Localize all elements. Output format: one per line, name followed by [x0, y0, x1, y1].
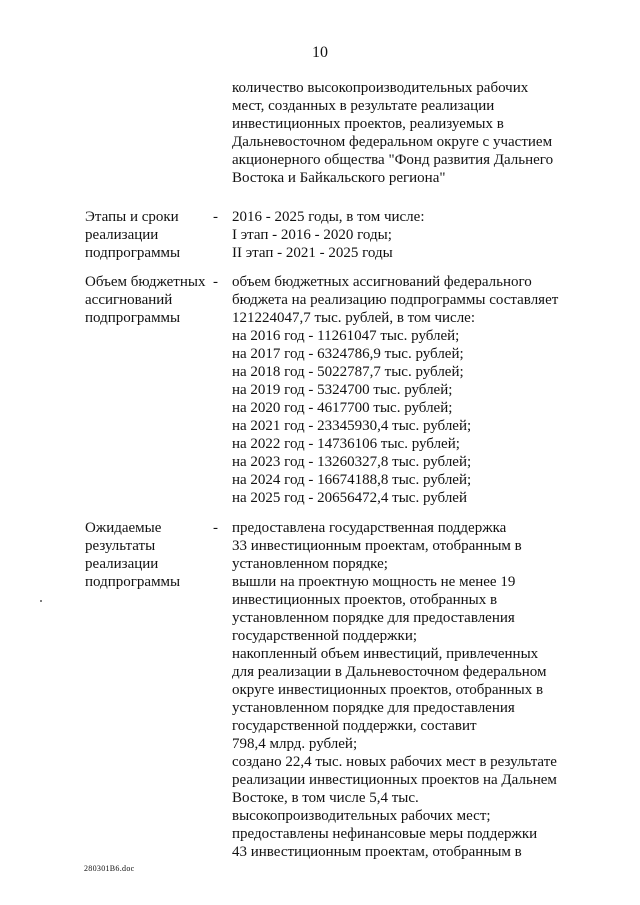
- section-label-line: подпрограммы: [85, 574, 181, 590]
- section-content-line: 121224047,7 тыс. рублей, в том числе:: [232, 310, 476, 326]
- section-content-line: установленном порядке для предоставления: [232, 610, 515, 626]
- intro-line: акционерного общества "Фонд развития Дальнего: [232, 152, 554, 168]
- section-content-line: II этап - 2021 - 2025 годы: [232, 245, 393, 261]
- section-content-line: создано 22,4 тыс. новых рабочих мест в результате: [232, 754, 557, 770]
- section-content-line: 33 инвестиционным проектам, отобранным в: [232, 538, 522, 554]
- section-content-line: на 2017 год - 6324786,9 тыс. рублей;: [232, 346, 464, 362]
- dash-separator: -: [213, 274, 218, 290]
- section-content-line: на 2024 год - 16674188,8 тыс. рублей;: [232, 472, 472, 488]
- section-content-line: 798,4 млрд. рублей;: [232, 736, 358, 752]
- footer-document-code: 280301B6.doc: [84, 864, 135, 873]
- section-content-line: высокопроизводительных рабочих мест;: [232, 808, 491, 824]
- section-label-line: Ожидаемые: [85, 520, 162, 536]
- section-content-line: I этап - 2016 - 2020 годы;: [232, 227, 392, 243]
- intro-line: Дальневосточном федеральном округе с участием: [232, 134, 553, 150]
- intro-line: количество высокопроизводительных рабочих: [232, 80, 529, 96]
- section-content-line: установленном порядке для предоставления: [232, 700, 515, 716]
- intro-line: инвестиционных проектов, реализуемых в: [232, 116, 504, 132]
- section-content-line: установленном порядке;: [232, 556, 388, 572]
- section-content-line: для реализации в Дальневосточном федеральном: [232, 664, 547, 680]
- section-label-line: реализации: [85, 227, 159, 243]
- section-content-line: на 2020 год - 4617700 тыс. рублей;: [232, 400, 453, 416]
- section-content-line: на 2025 год - 20656472,4 тыс. рублей: [232, 490, 467, 506]
- intro-line: Востока и Байкальского региона": [232, 170, 446, 186]
- section-label-line: подпрограммы: [85, 310, 181, 326]
- section-content-line: на 2019 год - 5324700 тыс. рублей;: [232, 382, 453, 398]
- section-content-line: предоставлены нефинансовые меры поддержки: [232, 826, 538, 842]
- dash-separator: -: [213, 520, 218, 536]
- section-content-line: на 2023 год - 13260327,8 тыс. рублей;: [232, 454, 472, 470]
- section-content-line: на 2016 год - 11261047 тыс. рублей;: [232, 328, 460, 344]
- section-content-line: на 2022 год - 14736106 тыс. рублей;: [232, 436, 460, 452]
- section-content-line: накопленный объем инвестиций, привлеченных: [232, 646, 539, 662]
- section-content-line: инвестиционных проектов, отобранных в: [232, 592, 498, 608]
- section-label-line: результаты: [85, 538, 156, 554]
- intro-line: мест, созданных в результате реализации: [232, 98, 495, 114]
- section-content-line: на 2021 год - 23345930,4 тыс. рублей;: [232, 418, 472, 434]
- section-content-line: государственной поддержки;: [232, 628, 418, 644]
- section-label-line: подпрограммы: [85, 245, 181, 261]
- section-content-line: предоставлена государственная поддержка: [232, 520, 507, 536]
- scan-speck: [40, 600, 42, 602]
- section-content-line: 43 инвестиционным проектам, отобранным в: [232, 844, 522, 860]
- section-label-line: Этапы и сроки: [85, 209, 179, 225]
- section-label-line: ассигнований: [85, 292, 173, 308]
- section-content-line: 2016 - 2025 годы, в том числе:: [232, 209, 425, 225]
- section-content-line: Востоке, в том числе 5,4 тыс.: [232, 790, 419, 806]
- section-content-line: реализации инвестиционных проектов на Дальнем: [232, 772, 557, 788]
- section-content-line: округе инвестиционных проектов, отобранных в: [232, 682, 544, 698]
- page-number: 10: [312, 44, 328, 61]
- section-label-line: Объем бюджетных: [85, 274, 206, 290]
- section-content-line: вышли на проектную мощность не менее 19: [232, 574, 516, 590]
- section-content-line: государственной поддержки, составит: [232, 718, 477, 734]
- dash-separator: -: [213, 209, 218, 225]
- section-label-line: реализации: [85, 556, 159, 572]
- section-content-line: бюджета на реализацию подпрограммы составляет: [232, 292, 559, 308]
- section-content-line: объем бюджетных ассигнований федерального: [232, 274, 532, 290]
- section-content-line: на 2018 год - 5022787,7 тыс. рублей;: [232, 364, 464, 380]
